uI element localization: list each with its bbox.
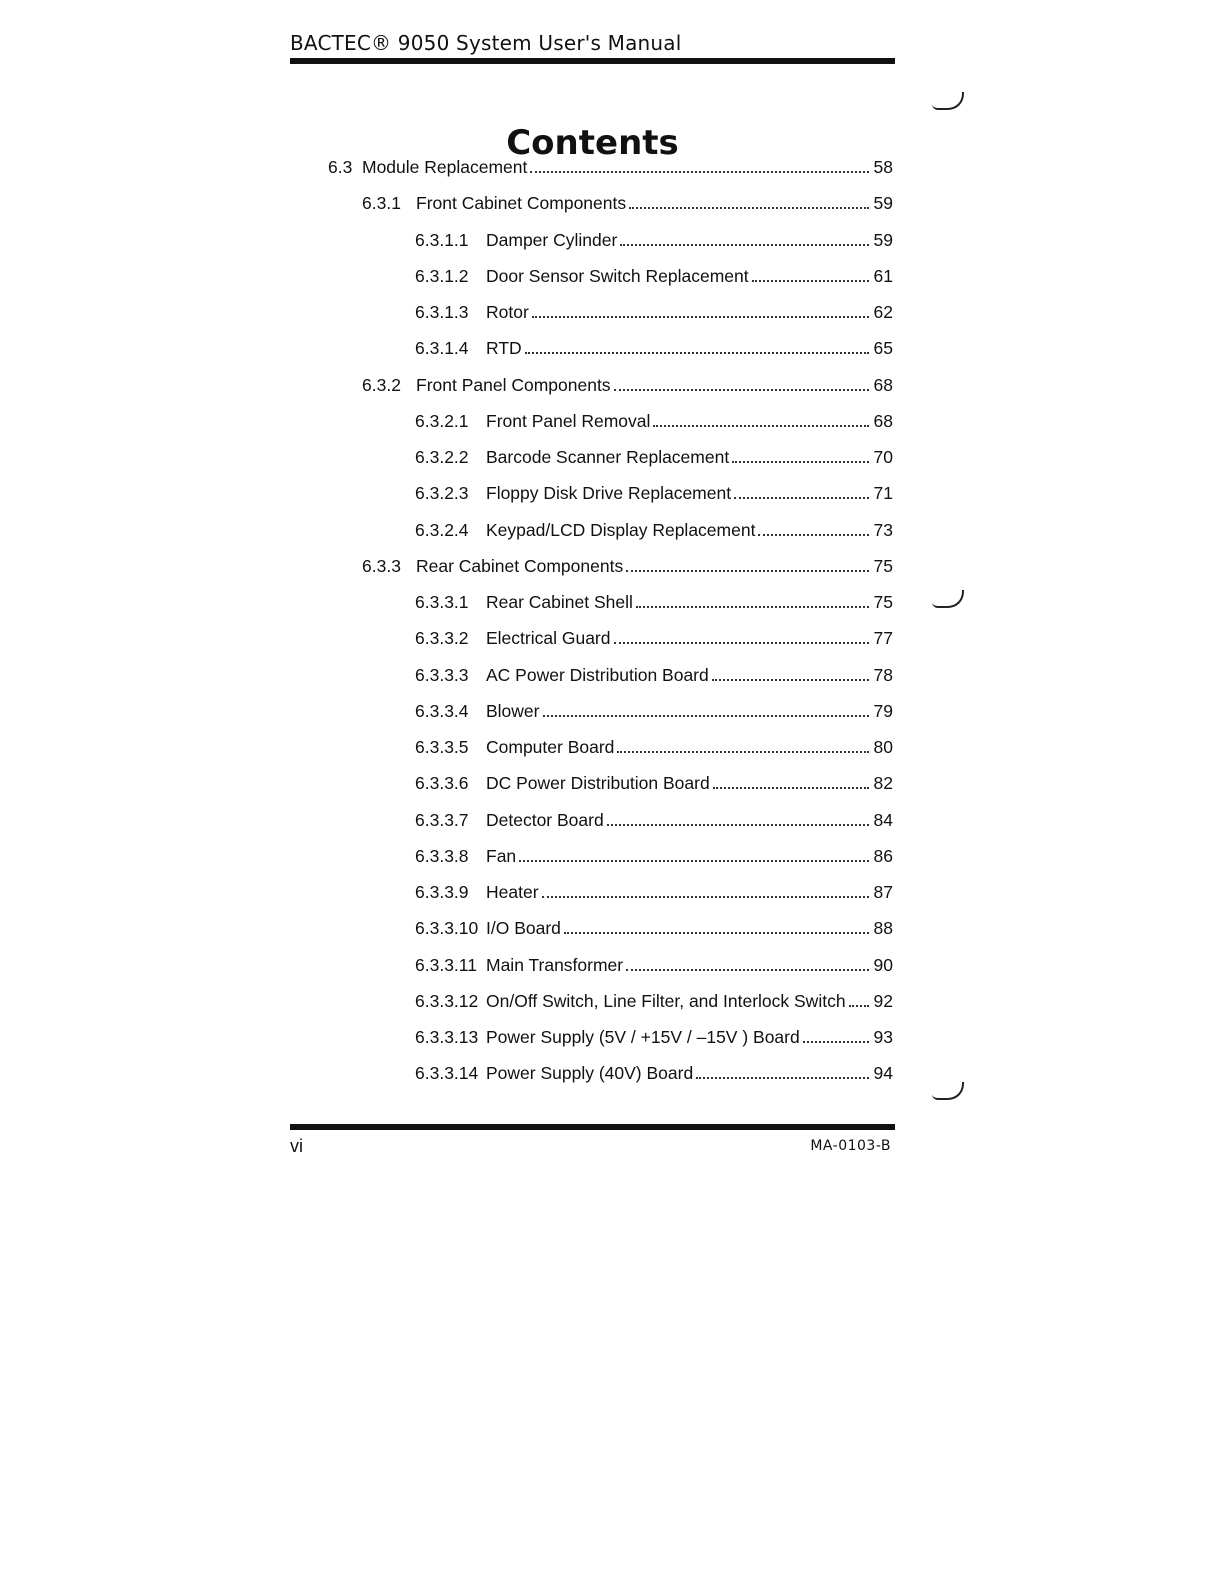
toc-entry-title: Floppy Disk Drive Replacement: [486, 483, 732, 504]
toc-entry-page: 68: [873, 374, 893, 395]
toc-entry-page: 70: [873, 447, 893, 467]
toc-entry[interactable]: [415, 227, 893, 253]
toc-entry-page: 82: [873, 773, 893, 794]
toc-entry[interactable]: [328, 154, 893, 180]
toc-entry-title: Rear Cabinet Components: [416, 555, 624, 576]
toc-entry-title: On/Off Switch, Line Filter, and Interlock Switch: [486, 990, 846, 1011]
toc-entry-page: 88: [873, 918, 893, 939]
toc-entry-title: I/O Board: [486, 918, 561, 939]
toc-entry[interactable]: [415, 335, 893, 361]
toc-dot-leader: [542, 896, 869, 898]
toc-entry-title: Door Sensor Switch Replacement: [486, 265, 749, 286]
toc-entry-page: 87: [873, 882, 893, 902]
scan-artifact-mark: [932, 590, 964, 608]
toc-entry-number: 6.3.2.4: [415, 519, 469, 540]
toc-entry[interactable]: [415, 1024, 893, 1050]
toc-entry-page: 59: [873, 229, 893, 250]
toc-entry-number: 6.3.3.12: [415, 990, 479, 1011]
toc-entry-page: 94: [873, 1063, 893, 1084]
toc-entry[interactable]: [415, 807, 893, 833]
toc-entry-page: 75: [873, 592, 893, 612]
toc-entry-title: Front Cabinet Components: [416, 193, 627, 214]
toc-entry-number: 6.3.3.4: [415, 700, 469, 721]
toc-dot-leader: [732, 461, 869, 463]
toc-entry[interactable]: [415, 734, 893, 760]
toc-entry[interactable]: [362, 372, 893, 398]
toc-entry-title: Rotor: [486, 302, 529, 322]
toc-dot-leader: [530, 171, 869, 173]
footer-document-number: MA-0103-B: [810, 1138, 891, 1154]
toc-entry[interactable]: [415, 517, 893, 543]
toc-entry-page: 92: [873, 990, 893, 1011]
toc-entry-title: Main Transformer: [486, 954, 624, 975]
toc-entry-number: 6.3.2.3: [415, 483, 469, 504]
toc-dot-leader: [712, 679, 869, 681]
toc-entry-number: 6.3.2.2: [415, 447, 469, 467]
toc-dot-leader: [636, 606, 869, 608]
toc-entry-title: Keypad/LCD Display Replacement: [486, 519, 756, 540]
toc-entry-number: 6.3.3.10: [415, 918, 479, 939]
toc-dot-leader: [607, 824, 869, 826]
toc-entry-number: 6.3.3.1: [415, 592, 469, 612]
toc-entry-page: 61: [873, 265, 893, 286]
toc-dot-leader: [734, 497, 869, 499]
toc-entry-number: 6.3.3: [362, 555, 401, 576]
toc-dot-leader: [614, 642, 870, 644]
toc-entry-number: 6.3.2: [362, 374, 401, 395]
toc-entry-number: 6.3.3.7: [415, 809, 469, 830]
toc-entry-title: Computer Board: [486, 737, 615, 757]
toc-entry[interactable]: [362, 553, 893, 579]
toc-dot-leader: [849, 1005, 869, 1007]
toc-entry[interactable]: [415, 952, 893, 978]
toc-entry-title: AC Power Distribution Board: [486, 664, 709, 685]
toc-dot-leader: [626, 969, 869, 971]
toc-entry[interactable]: [415, 263, 893, 289]
toc-entry-number: 6.3.2.1: [415, 410, 469, 431]
toc-entry-number: 6.3.3.3: [415, 664, 469, 685]
toc-entry-title: Front Panel Removal: [486, 410, 651, 431]
toc-entry-title: Rear Cabinet Shell: [486, 592, 633, 612]
toc-dot-leader: [519, 860, 869, 862]
page-footer: [290, 1134, 895, 1158]
footer-page-number: vi: [290, 1136, 303, 1156]
toc-dot-leader: [525, 352, 869, 354]
toc-entry-page: 79: [873, 700, 893, 721]
toc-entry[interactable]: [415, 843, 893, 869]
toc-entry[interactable]: [415, 1060, 893, 1086]
toc-dot-leader: [532, 316, 869, 318]
toc-entry-title: Power Supply (5V / +15V / –15V ) Board: [486, 1027, 800, 1047]
toc-entry-page: 59: [873, 193, 893, 214]
toc-entry-number: 6.3.1: [362, 193, 401, 214]
toc-entry[interactable]: [415, 879, 893, 905]
toc-entry[interactable]: [415, 915, 893, 941]
toc-entry-page: 86: [873, 845, 893, 866]
toc-entry-number: 6.3.1.1: [415, 229, 469, 250]
toc-entry-page: 73: [873, 519, 893, 540]
toc-entry-title: Damper Cylinder: [486, 229, 618, 250]
toc-entry-title: Electrical Guard: [486, 628, 611, 649]
toc-entry-page: 58: [873, 157, 893, 177]
toc-entry-number: 6.3.3.13: [415, 1027, 479, 1047]
toc-entry-page: 68: [873, 410, 893, 431]
toc-entry-title: Barcode Scanner Replacement: [486, 447, 730, 467]
toc-dot-leader: [626, 570, 869, 572]
toc-entry[interactable]: [415, 444, 893, 470]
page-title: Contents: [506, 122, 679, 163]
toc-dot-leader: [803, 1041, 869, 1043]
toc-entry[interactable]: [415, 625, 893, 651]
scan-artifact-mark: [932, 92, 964, 110]
toc-entry-title: Fan: [486, 845, 517, 866]
toc-dot-leader: [629, 207, 869, 209]
toc-dot-leader: [758, 534, 869, 536]
toc-entry[interactable]: [415, 408, 893, 434]
toc-entry-title: Module Replacement: [362, 157, 528, 177]
toc-entry[interactable]: [415, 589, 893, 615]
toc-entry-number: 6.3.3.6: [415, 773, 469, 794]
toc-entry-page: 71: [873, 483, 893, 504]
toc-entry-page: 90: [873, 954, 893, 975]
toc-entry-number: 6.3.3.2: [415, 628, 469, 649]
toc-entry-title: Heater: [486, 882, 539, 902]
toc-dot-leader: [696, 1077, 869, 1079]
toc-entry-page: 84: [873, 809, 893, 830]
toc-entry-number: 6.3.1.3: [415, 302, 469, 322]
toc-dot-leader: [614, 389, 869, 391]
toc-entry-page: 65: [873, 338, 893, 359]
toc-entry-number: 6.3.1.2: [415, 265, 469, 286]
footer-rule: [290, 1124, 895, 1130]
toc-entry-title: Blower: [486, 700, 540, 721]
toc-dot-leader: [653, 425, 869, 427]
toc-entry-page: 80: [873, 737, 893, 757]
toc-entry-page: 75: [873, 555, 893, 576]
toc-entry[interactable]: [415, 988, 893, 1014]
toc-entry-number: 6.3.1.4: [415, 338, 469, 359]
toc-entry-number: 6.3.3.8: [415, 845, 469, 866]
toc-dot-leader: [713, 787, 869, 789]
toc-entry-title: Power Supply (40V) Board: [486, 1063, 694, 1084]
toc-entry-number: 6.3.3.5: [415, 737, 469, 757]
toc-entry[interactable]: [415, 299, 893, 325]
toc-entry[interactable]: [415, 662, 893, 688]
toc-entry-title: Detector Board: [486, 809, 604, 830]
toc-entry-page: 77: [873, 628, 893, 649]
header-rule: [290, 58, 895, 64]
toc-entry-number: 6.3.3.14: [415, 1063, 479, 1084]
toc-dot-leader: [564, 932, 869, 934]
page-header: [290, 30, 895, 56]
toc-entry[interactable]: [362, 190, 893, 216]
toc-entry-number: 6.3: [328, 157, 353, 177]
toc-entry-page: 62: [873, 302, 893, 322]
toc-entry[interactable]: [415, 480, 893, 506]
toc-entry-title: RTD: [486, 338, 522, 359]
toc-dot-leader: [543, 715, 870, 717]
scan-artifact-mark: [932, 1082, 964, 1100]
toc-entry-title: Front Panel Components: [416, 374, 611, 395]
manual-title: BACTEC® 9050 System User's Manual: [290, 31, 682, 55]
toc-dot-leader: [620, 244, 869, 246]
toc-dot-leader: [752, 280, 869, 282]
toc-entry[interactable]: [415, 770, 893, 796]
toc-entry[interactable]: [415, 698, 893, 724]
toc-entry-page: 78: [873, 664, 893, 685]
toc-entry-number: 6.3.3.9: [415, 882, 469, 902]
toc-entry-page: 93: [873, 1027, 893, 1047]
toc-entry-number: 6.3.3.11: [415, 954, 477, 975]
toc-dot-leader: [617, 751, 869, 753]
toc-entry-title: DC Power Distribution Board: [486, 773, 710, 794]
